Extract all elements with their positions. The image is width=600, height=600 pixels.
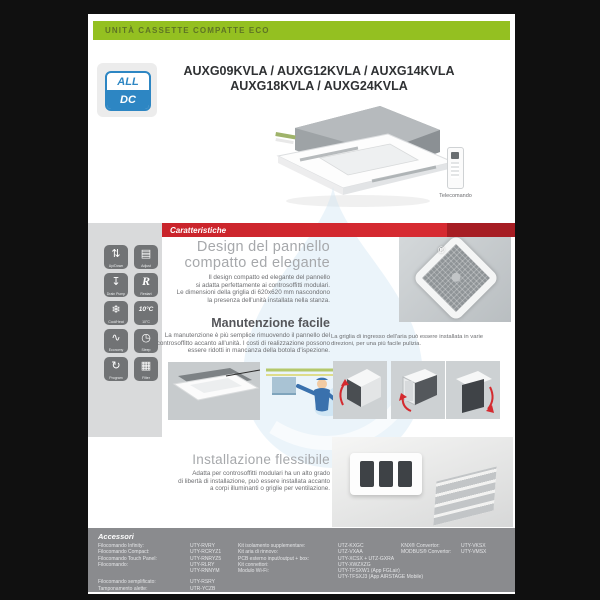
- remote-display: [451, 152, 459, 159]
- model-title-line1: AUXG09KVLA / AUXG12KVLA / AUXG14KVLA: [183, 64, 455, 78]
- accessories-title: Accessori: [98, 532, 134, 541]
- grille-direction-photo-2: [391, 361, 445, 419]
- grille-open-left-drawing: [333, 361, 387, 419]
- updown-glyph: ⇅: [111, 248, 121, 260]
- design-title-line2: compatto ed elegante: [184, 254, 330, 271]
- vent-slot: [379, 461, 393, 487]
- header-bar: [93, 21, 510, 40]
- grille-panel: [412, 237, 500, 322]
- sleep-label: Sleep: [141, 348, 151, 352]
- installation-photo: [332, 437, 513, 527]
- ventilation-grille: [433, 466, 496, 525]
- drain-pump-glyph: ↧: [111, 276, 121, 288]
- program-label: Program: [109, 376, 123, 380]
- economy-label: Economy: [108, 348, 124, 352]
- installation-section-title: Installazione flessibile: [192, 452, 330, 467]
- vent-slot: [360, 461, 374, 487]
- installed-cassette: [350, 453, 422, 495]
- heat-10c-label: 10°C: [142, 320, 150, 324]
- installation-section-body: Adatta per controsoffitti modulari ha un alto grado di libertà di installazione, può essere installata accanto a corpi illuminanti o griglie per ventilazione.: [178, 470, 330, 492]
- caratteristiche-banner: [162, 223, 515, 237]
- design-title-line1: Design del pannello: [196, 239, 330, 255]
- maintenance-side-text: La griglia di ingresso dell'aria può essere installata in varie direzioni, per una più facile pulizia.: [331, 334, 484, 347]
- banner-dark-segment: [447, 223, 515, 237]
- remote-caption: Telecomando: [439, 193, 472, 199]
- updown-label: Up/Down: [108, 264, 124, 268]
- restart-label: Restart: [140, 292, 152, 296]
- adjust-label: Adjust: [141, 264, 151, 268]
- cool-heat-label: Cool/Heat: [108, 320, 124, 324]
- alldc-logo-bottom-label: DC: [107, 90, 149, 109]
- drain-pump-label: Drain Pump: [106, 292, 126, 296]
- vent-slot: [398, 461, 412, 487]
- filter-icon: [134, 357, 158, 381]
- grille-open-down-drawing: [446, 361, 500, 419]
- accessories-col3: KNX® Convertor: UTY-VKSX MODBUS® Convertor: UTY-VMSX: [401, 543, 487, 556]
- alldc-logo: [105, 71, 151, 111]
- alldc-logo-top-label: ALL: [117, 75, 139, 88]
- accessories-col2: Kit isolamento supplementare: UTZ-KXGC Kit aria di rinnovo: UTZ-VXAA PCB esterno input/output + box: UTY-XCSX + UTZ-GXRA Kit connettori: UTY-XWZXZG Modulo Wi-Fi: UTY-TFSXW1 (App FGLair) UTY-TFSXJ3 (App AIRSTAGE Mobile): [238, 543, 424, 581]
- accessories-footer: [88, 528, 515, 592]
- restart-glyph: R: [141, 274, 150, 288]
- maintenance-section-body: La manutenzione è più semplice rimuovendo il pannello del controsoffitto accanto all'unità. I costi di realizzazione possono essere ridotti in mancanza della botola d'ispezione.: [156, 332, 330, 354]
- alldc-logo-card: [97, 63, 157, 117]
- grille-direction-photo-3: [446, 361, 500, 419]
- header-text: UNITÀ CASSETTE COMPATTE ECO: [105, 26, 270, 35]
- sleep-glyph: ◷: [141, 332, 151, 344]
- grille-direction-photo-1: [333, 361, 387, 419]
- banner-label: Caratteristiche: [170, 225, 227, 235]
- filter-label: Filter: [142, 376, 150, 380]
- program-icon: [104, 357, 128, 381]
- updown-icon: [104, 245, 128, 269]
- filter-glyph: ▦: [140, 360, 152, 372]
- cool-heat-icon: [104, 301, 128, 325]
- cool-heat-glyph: ❄: [111, 304, 121, 316]
- remote-control-image: [447, 147, 464, 189]
- maintenance-section-title: Manutenzione facile: [211, 316, 330, 330]
- design-section-body: Il design compatto ed elegante del pannello si adatta perfettamente ai controsoffitti modulari. Le dimensioni della griglia di 620x620 mm nascondono la presenza dell'unità installata nella stanza.: [176, 274, 330, 304]
- grille-open-front-drawing: [391, 361, 445, 419]
- remote-buttons: [451, 162, 459, 178]
- model-title-line2: AUXG18KVLA / AUXG24KVLA: [230, 79, 408, 93]
- economy-icon: [104, 329, 128, 353]
- registered-mark: ®: [438, 245, 445, 255]
- program-glyph: ↻: [111, 360, 121, 372]
- model-title: [153, 64, 485, 94]
- ceiling-cassette-photo: [168, 362, 260, 420]
- economy-glyph: ∿: [111, 332, 121, 344]
- drain-pump-icon: [104, 273, 128, 297]
- accessories-col1: Filocomando Infinity: UTY-RVRY Filocomando Compact: UTY-RCRYZ1 Filocomando Touch Panel: UTY-RNRYZ5 Filocomando: UTY-RLRY UTY-RNNYM Filocomando semplificato: UTY-RSRY Tamponamento alette: UTR-YCZB: [98, 543, 222, 592]
- heat-10c-glyph: 10°C: [138, 306, 154, 313]
- adjust-glyph: ▤: [140, 248, 152, 260]
- design-section-title: [148, 240, 330, 271]
- ceiling-cassette-drawing: [168, 362, 260, 420]
- grille-photo: [399, 237, 511, 322]
- brochure-page: [88, 14, 515, 594]
